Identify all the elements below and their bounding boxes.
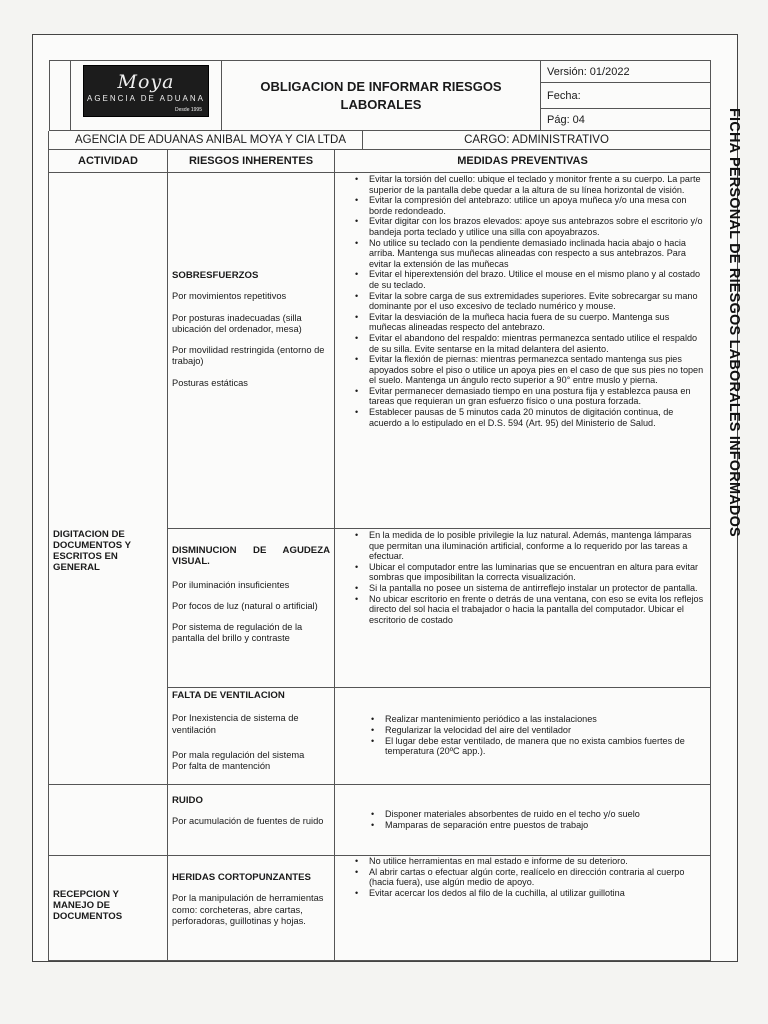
- risk-item: Por mala regulación del sistema: [172, 749, 305, 760]
- activity-empty: [49, 785, 168, 856]
- risk-heridas: [168, 856, 335, 961]
- risk-title: SOBRESFUERZOS: [172, 269, 259, 281]
- measure-item: • Establecer pausas de 5 minutos cada 20 minutos de digitación continua, de acuerdo a lo estipulado en el D.S. 594 (Art. 95) del Ministerio de Salud.: [369, 407, 704, 428]
- measure-item: • Evitar la sobre carga de sus extremidades superiores. Evite sobrecargar su mano dominante por el uso excesivo de teclado numérico y mouse.: [369, 291, 704, 312]
- risk-item: Por iluminación insuficientes: [172, 579, 290, 590]
- logo-since: Desde 1995: [175, 107, 202, 113]
- page-title: [222, 61, 541, 131]
- activity-digitacion: DIGITACION DE DOCUMENTOS Y ESCRITOS EN GENERAL: [49, 173, 168, 785]
- measure-item: • Evitar la desviación de la muñeca hacia fuera de su cuerpo. Mantenga sus muñecas alineadas respecto del antebrazo.: [369, 312, 704, 333]
- measure-item: • Evitar la flexión de piernas: mientras permanezca sentado mantenga sus pies apoyados sobre el piso o utilice un apoya pies en el caso de que sus pies no topen el suelo. Mantenga un ángulo recto superior a 90° entre muslo y pierna.: [369, 354, 704, 386]
- measure-item: • Regularizar la velocidad del aire del ventilador: [385, 725, 704, 736]
- measure-item: • El lugar debe estar ventilado, de manera que no exista cambios fuertes de temperatura (20ºC app.).: [385, 736, 704, 757]
- measure-item: • Evitar permanecer demasiado tiempo en una postura fija y establezca pausa en tareas que requieran un gran esfuerzo físico o una postura forzada.: [369, 386, 704, 407]
- measure-item: • No utilice herramientas en mal estado e informe de su deterioro.: [369, 856, 704, 867]
- risk-item: Por acumulación de fuentes de ruido: [172, 816, 324, 827]
- measure-item: • Evitar la compresión del antebrazo: utilice un apoya muñeca y/o una mesa con borde redondeado.: [369, 195, 704, 216]
- cargo-label: CARGO: ADMINISTRATIVO: [363, 131, 711, 150]
- measures-heridas: [335, 856, 711, 961]
- measures-agudeza: [335, 529, 711, 688]
- logo-script: Moya: [117, 71, 175, 93]
- risk-title: RUIDO: [172, 795, 203, 806]
- risk-item: Por movilidad restringida (entorno de trabajo): [172, 345, 325, 367]
- col-actividad: ACTIVIDAD: [49, 150, 168, 173]
- measure-item: • Evitar la torsión del cuello: ubique el teclado y monitor frente a su cuerpo. La parte superior de la pantalla debe quedar a la altura de su línea horizontal de visión.: [369, 174, 704, 195]
- company-row: [48, 131, 711, 150]
- pagina-cell: Pág: 04: [541, 109, 711, 131]
- header-spacer: [50, 61, 71, 131]
- risk-ruido: [168, 785, 335, 856]
- fecha-cell: Fecha:: [541, 83, 711, 109]
- measures-ventilacion: [335, 688, 711, 785]
- logo-agency: AGENCIA DE ADUANA: [86, 94, 206, 103]
- company-name: AGENCIA DE ADUANAS ANIBAL MOYA Y CIA LTDA: [49, 131, 363, 150]
- measure-item: • Realizar mantenimiento periódico a las instalaciones: [385, 714, 704, 725]
- measure-item: • Evitar el abandono del respaldo: mientras permanezca sentado utilice el respaldo de su silla. Evite sentarse en la mitad delantera del asiento.: [369, 333, 704, 354]
- risk-item: Por focos de luz (natural o artificial): [172, 600, 318, 611]
- col-riesgos: RIESGOS INHERENTES: [168, 150, 335, 173]
- version-cell: Versión: 01/2022: [541, 61, 711, 83]
- risk-title: HERIDAS CORTOPUNZANTES: [172, 872, 311, 883]
- risk-item: Por la manipulación de herramientas como: corcheteras, abre cartas, perforadoras, guillotinas y hojas.: [172, 893, 324, 926]
- risk-item: Por posturas inadecuadas (silla ubicación del ordenador, mesa): [172, 312, 302, 334]
- measures-sobresfuerzos: [335, 173, 711, 529]
- risk-item: Posturas estáticas: [172, 377, 248, 388]
- risk-title: DISMINUCION DE AGUDEZA VISUAL.: [172, 545, 330, 568]
- title-line-2: LABORALES: [340, 96, 422, 112]
- col-medidas: MEDIDAS PREVENTIVAS: [335, 150, 711, 173]
- risk-form: [49, 60, 711, 961]
- risk-item: Por sistema de regulación de la pantalla del brillo y contraste: [172, 622, 303, 644]
- header-table: [49, 60, 711, 131]
- activity-recepcion: RECEPCION Y MANEJO DE DOCUMENTOS: [49, 856, 168, 961]
- company-logo: [83, 65, 209, 117]
- measure-item: • Ubicar el computador entre las luminarias que se encuentran en altura para evitar sombras que imposibilitan la correcta visualización.: [369, 562, 704, 583]
- risk-item: Por movimientos repetitivos: [172, 291, 287, 302]
- measure-item: • Al abrir cartas o efectuar algún corte, realícelo en dirección contraria al cuerpo (hacia fuera), use algún medio de apoyo.: [369, 867, 704, 888]
- risk-item: Por falta de mantención: [172, 761, 271, 772]
- measure-item: • No ubicar escritorio en frente o detrás de una ventana, con eso se evita los reflejos directo del sol hacia el trabajador o hacia la pantalla del computador. Ubicar el escritorio de costado: [369, 594, 704, 626]
- measure-item: • Evitar el hiperextensión del brazo. Utilice el mouse en el mismo plano y al costado de su teclado.: [369, 269, 704, 290]
- risk-item: Por Inexistencia de sistema de ventilación: [172, 713, 299, 735]
- side-title: FICHA PERSONAL DE RIESGOS LABORALES INFORMADOS: [726, 108, 742, 537]
- risk-sobresfuerzos: [168, 173, 335, 529]
- measure-item: • Mamparas de separación entre puestos de trabajo: [385, 820, 704, 831]
- measure-item: • No utilice su teclado con la pendiente demasiado inclinada hacia abajo o hacia arriba. Mantenga sus muñecas alineadas con respecto a sus antebrazos. Para evitar la extensión de las muñecas: [369, 238, 704, 270]
- risk-ventilacion: [168, 688, 335, 785]
- measure-item: • Si la pantalla no posee un sistema de antirreflejo instalar un protector de pantalla.: [369, 583, 704, 594]
- measure-item: • Disponer materiales absorbentes de ruido en el techo y/o suelo: [385, 809, 704, 820]
- measure-item: • En la medida de lo posible privilegie la luz natural. Además, mantenga lámparas que permitan una iluminación artificial, conforme a lo requerido por las tareas a efectuar.: [369, 530, 704, 562]
- measure-item: • Evitar acercar los dedos al filo de la cuchilla, al utilizar guillotina: [369, 888, 704, 899]
- risk-title: FALTA DE VENTILACION: [172, 690, 285, 701]
- title-line-1: OBLIGACION DE INFORMAR RIESGOS: [260, 78, 502, 94]
- measures-ruido: [335, 785, 711, 856]
- risk-agudeza: [168, 529, 335, 688]
- risk-table: [48, 150, 711, 961]
- measure-item: • Evitar digitar con los brazos elevados: apoye sus antebrazos sobre el escritorio y/o bandeja porta teclado y utilice una silla con apoyabrazos.: [369, 216, 704, 237]
- logo-cell: [71, 61, 222, 131]
